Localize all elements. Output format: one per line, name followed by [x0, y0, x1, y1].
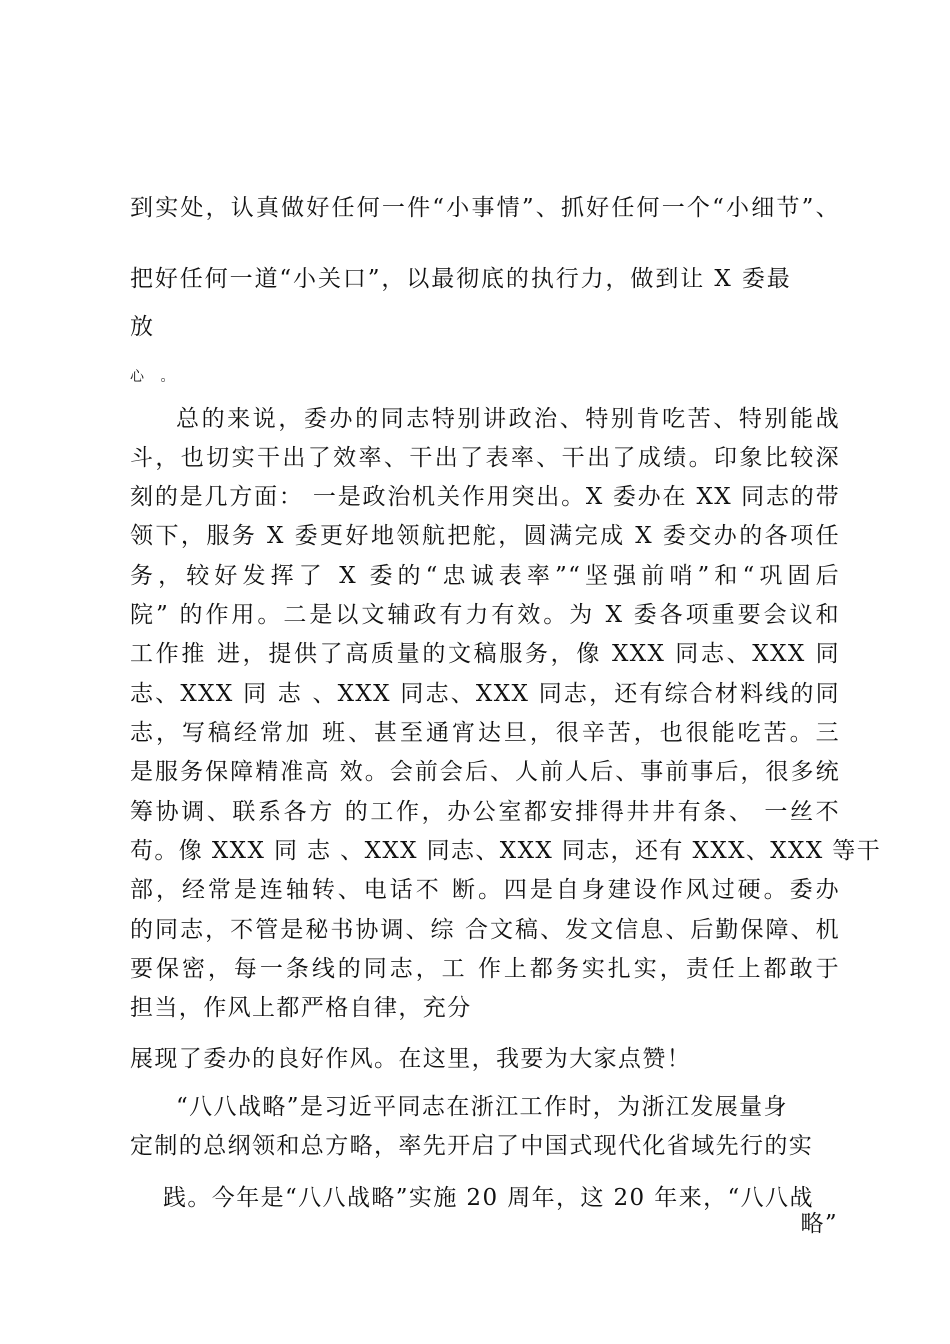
text-line: 略”: [800, 1211, 838, 1237]
text-line: 斗，也切实干出了效率、干出了表率、干出了成绩。印象比较深: [130, 445, 840, 471]
text-line: 部，经常是连轴转、电话不 断。四是自身建设作风过硬。委办: [130, 877, 840, 903]
text-line: 的同志，不管是秘书协调、综 合文稿、发文信息、后勤保障、机: [130, 917, 840, 943]
paragraph-first-line: “八八战略”是习近平同志在浙江工作时，为浙江发展量身: [176, 1094, 788, 1120]
text-line: 定制的总纲领和总方略，率先开启了中国式现代化省域先行的实: [130, 1133, 814, 1159]
text-line: 务，较好发挥了 X 委的“忠诚表率”“坚强前哨”和“巩固后: [130, 563, 840, 589]
text-line: 放: [130, 314, 155, 340]
text-line: 践。今年是“八八战略”实施 20 周年，这 20 年来，“八八战: [163, 1185, 814, 1211]
text-line: 展现了委办的良好作风。在这里，我要为大家点赞！: [130, 1046, 692, 1072]
text-line: 担当，作风上都严格自律，充分: [130, 995, 472, 1021]
text-line: 要保密，每一条线的同志，工 作上都务实扎实，责任上都敢于: [130, 956, 840, 982]
text-line: 筹协调、联系各方 的工作，办公室都安排得井井有条、 一丝不: [130, 799, 840, 825]
text-line: 志，写稿经常加 班、甚至通宵达旦，很辛苦，也很能吃苦。三: [130, 720, 840, 746]
text-line: 领下，服务 X 委更好地领航把舵，圆满完成 X 委交办的各项任: [130, 523, 840, 549]
text-line: 志、XXX 同 志 、XXX 同志、XXX 同志，还有综合材料线的同: [130, 681, 840, 707]
text-line: 心 。: [130, 369, 181, 385]
text-line: 刻的是几方面： 一是政治机关作用突出。X 委办在 XX 同志的带: [130, 484, 840, 510]
text-line: 工作推 进，提供了高质量的文稿服务，像 XXX 同志、XXX 同: [130, 641, 840, 667]
text-line: 把好任何一道“小关口”，以最彻底的执行力，做到让 X 委最: [130, 266, 792, 292]
text-line: 是服务保障精准高 效。会前会后、人前人后、事前事后，很多统: [130, 759, 840, 785]
text-line: 院” 的作用。二是以文辅政有力有效。为 X 委各项重要会议和: [130, 602, 840, 628]
text-line: 到实处，认真做好任何一件“小事情”、抓好任何一个“小细节”、: [130, 195, 840, 221]
text-line: 苟。像 XXX 同 志 、XXX 同志、XXX 同志，还有 XXX、XXX 等干: [130, 838, 882, 864]
paragraph-first-line: 总的来说，委办的同志特别讲政治、特别肯吃苦、特别能战: [176, 406, 840, 432]
